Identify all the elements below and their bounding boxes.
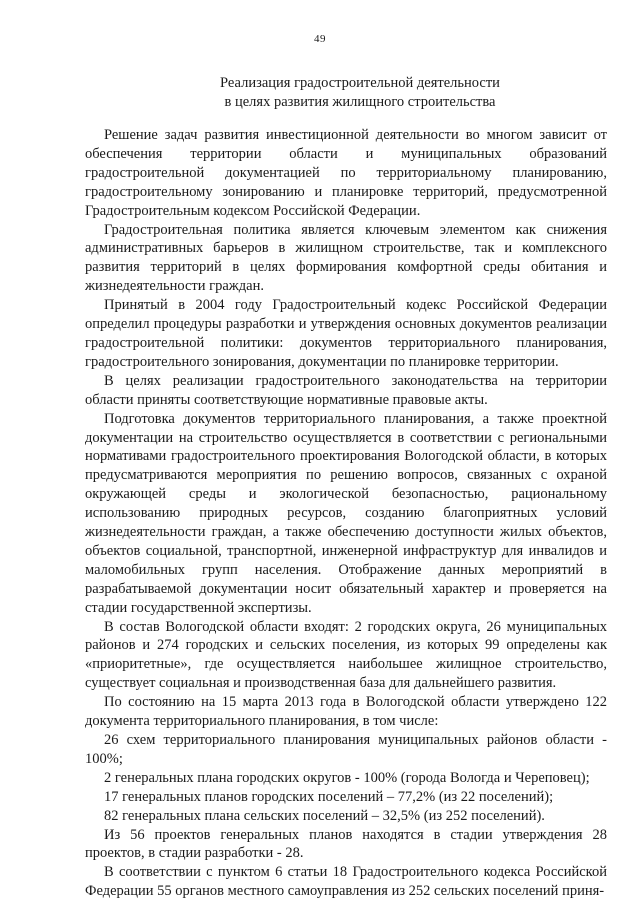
- paragraph: В состав Вологодской области входят: 2 городских округа, 26 муниципальных районов и 274 городских и сельских поселения, из которых 99 определены как «приоритетные», где осуществляется наибольшее жилищное строительство, существует социальная и производственная база для дальнейшего развития.: [85, 618, 607, 692]
- heading-line-1: Реализация градостроительной деятельности: [220, 75, 500, 91]
- section-heading: [90, 74, 630, 112]
- body-text: [85, 126, 607, 901]
- paragraph: В целях реализации градостроительного законодательства на территории области приняты соответствующие нормативные правовые акты.: [85, 372, 607, 408]
- paragraph: В соответствии с пунктом 6 статьи 18 Градостроительного кодекса Российской Федерации 55 органов местного самоуправления из 252 сельских поселений приня-: [85, 864, 607, 900]
- paragraph: Подготовка документов территориального планирования, а также проектной документации на строительство осуществляется в соответствии с региональными нормативами градостроительного проектирования Вологодской области, в которых предусматриваются мероприятия по решению вопросов, связанных с охраной окружающей среды и экологической безопасностью, рациональному использованию природных ресурсов, созданию благоприятных условий жизнедеятельности граждан, а также обеспечению доступности жилых объектов, объектов социальной, транспортной, инженерной инфраструктур для инвалидов и маломобильных групп населения. Отображение данных мероприятий в разрабатываемой документации носит обязательный характер и проверяется на стадии государственной экспертизы.: [85, 410, 607, 616]
- paragraph: Решение задач развития инвестиционной деятельности во многом зависит от обеспечения территории области и муниципальных образований градостроительной документацией по территориальному планированию, градостроительному зонированию и планировке территорий, предусмотренной Градостроительным кодексом Российской Федерации.: [85, 127, 607, 219]
- paragraph: Из 56 проектов генеральных планов находятся в стадии утверждения 28 проектов, в стадии разработки - 28.: [85, 826, 607, 862]
- paragraph: Принятый в 2004 году Градостроительный кодекс Российской Федерации определил процедуры разработки и утверждения основных документов реализации градостроительной политики: документов территориального планирования, градостроительного зонирования, документации по планировке территории.: [85, 297, 607, 370]
- list-item: 17 генеральных планов городских поселений – 77,2% (из 22 поселений);: [104, 788, 554, 805]
- paragraph: Градостроительная политика является ключевым элементом как снижения административных барьеров в жилищном строительстве, так и комплексного развития территорий в целях формирования комфортной среды обитания и жизнедеятельности граждан.: [85, 221, 607, 295]
- heading-line-2: в целях развития жилищного строительства: [224, 94, 496, 110]
- page-number: 49: [314, 33, 326, 45]
- paragraph: По состоянию на 15 марта 2013 года в Вологодской области утверждено 122 документа территориального планирования, в том числе:: [85, 694, 607, 730]
- list-item: 82 генеральных плана сельских поселений – 32,5% (из 252 поселений).: [104, 807, 545, 824]
- list-item: 2 генеральных плана городских округов - 100% (города Вологда и Череповец);: [104, 769, 590, 786]
- list-item: 26 схем территориального планирования муниципальных районов области - 100%;: [85, 732, 607, 767]
